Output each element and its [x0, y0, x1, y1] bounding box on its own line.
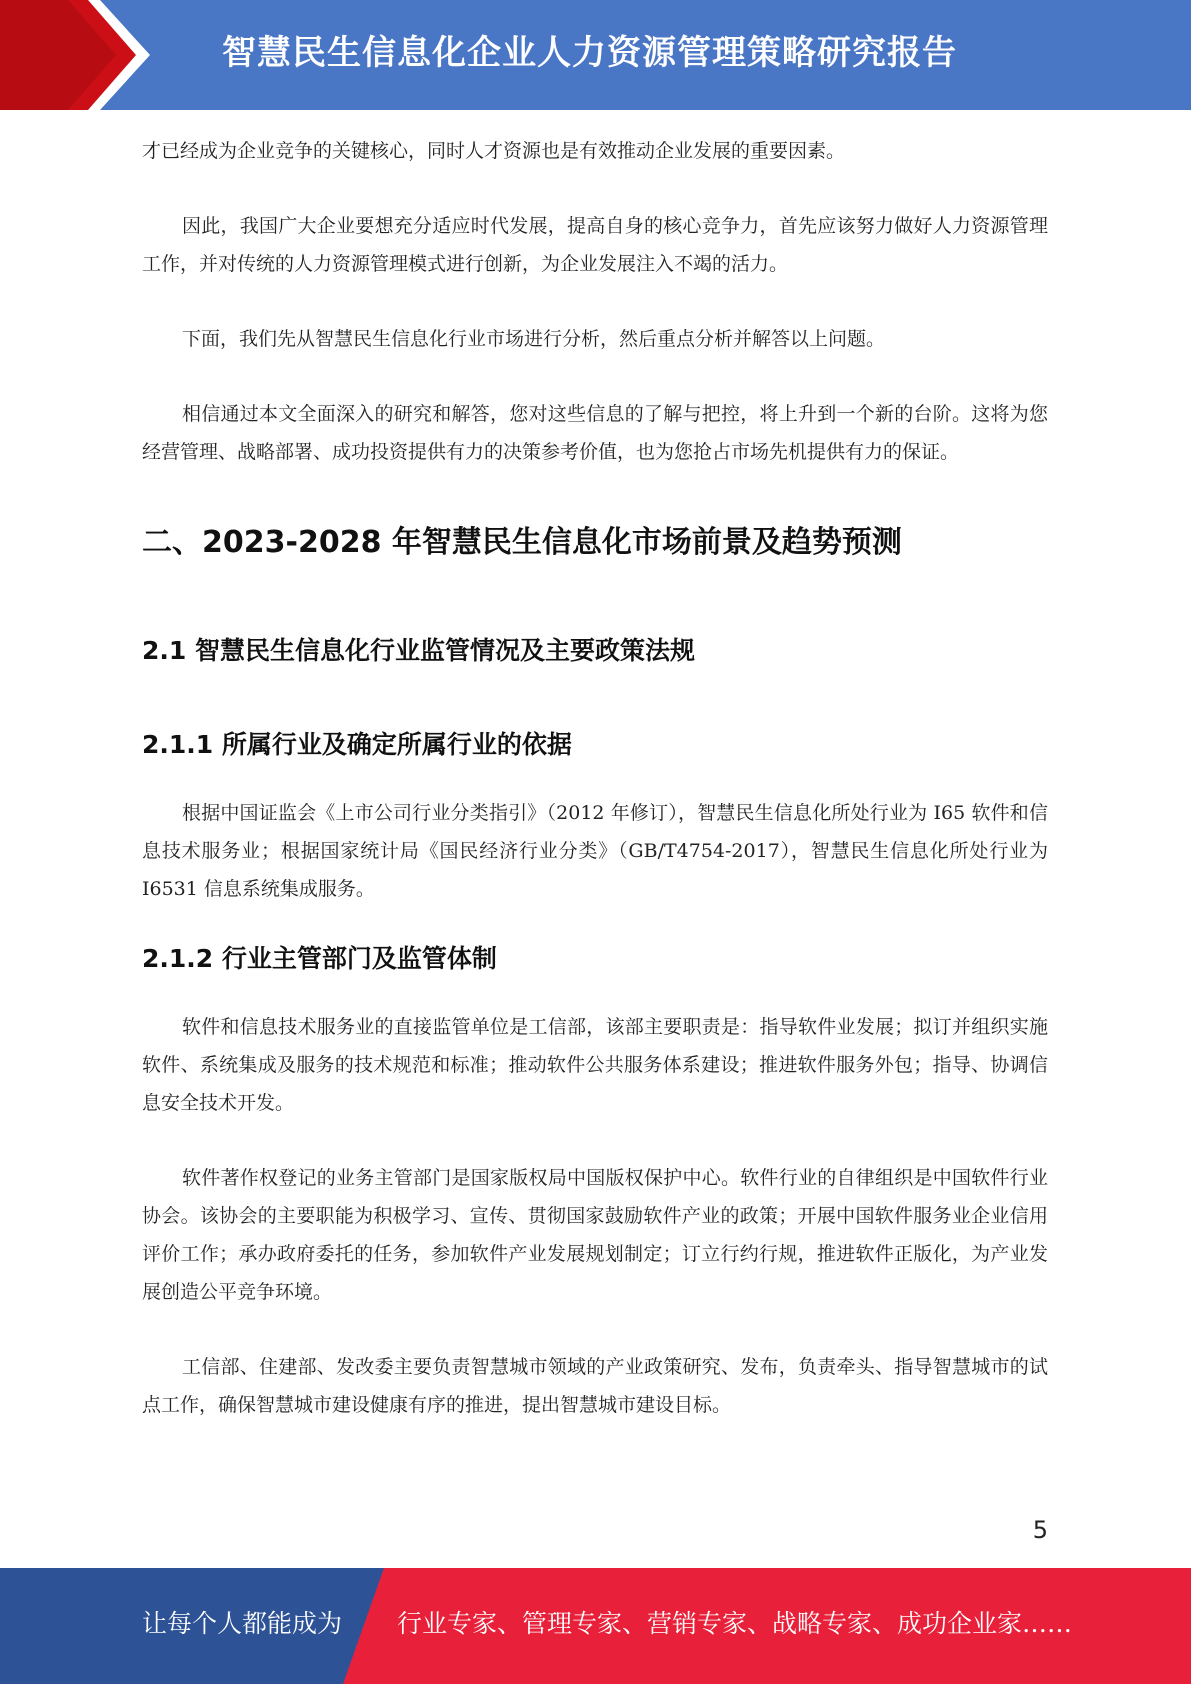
- paragraph: 软件著作权登记的业务主管部门是国家版权局中国版权保护中心。软件行业的自律组织是中国软件行业协会。该协会的主要职能为积极学习、宣传、贯彻国家鼓励软件产业的政策；开展中国软件服务业企业信用评价工作；承办政府委托的任务，参加软件产业发展规划制定；订立行约行规，推进软件正版化，为产业发展创造公平竞争环境。: [142, 1167, 1048, 1303]
- subsection-heading: 2.1.1 所属行业及确定所属行业的依据: [142, 730, 572, 759]
- header-banner: [0, 0, 1191, 110]
- paragraph: 工信部、住建部、发改委主要负责智慧城市领域的产业政策研究、发布，负责牵头、指导智慧城市的试点工作，确保智慧城市建设健康有序的推进，提出智慧城市建设目标。: [142, 1356, 1048, 1416]
- subsection-heading: 2.1.2 行业主管部门及监管体制: [142, 944, 497, 973]
- paragraph: 下面，我们先从智慧民生信息化行业市场进行分析，然后重点分析并解答以上问题。: [182, 328, 886, 350]
- subsection-heading: 2.1 智慧民生信息化行业监管情况及主要政策法规: [142, 636, 695, 665]
- footer-slogan-left: 让每个人都能成为: [142, 1609, 343, 1638]
- footer-banner: [0, 1568, 1191, 1684]
- footer-slogan-right: 行业专家、管理专家、营销专家、战略专家、成功企业家……: [397, 1609, 1073, 1638]
- paragraph: 才已经成为企业竞争的关键核心，同时人才资源也是有效推动企业发展的重要因素。: [142, 140, 846, 162]
- paragraph: 软件和信息技术服务业的直接监管单位是工信部，该部主要职责是：指导软件业发展；拟订并组织实施软件、系统集成及服务的技术规范和标准；推动软件公共服务体系建设；推进软件服务外包；指导、协调信息安全技术开发。: [142, 1016, 1048, 1114]
- paragraph: 相信通过本文全面深入的研究和解答，您对这些信息的了解与把控，将上升到一个新的台阶。这将为您经营管理、战略部署、成功投资提供有力的决策参考价值，也为您抢占市场先机提供有力的保证。: [142, 403, 1048, 463]
- page-number: 5: [1032, 1516, 1048, 1544]
- paragraph: 根据中国证监会《上市公司行业分类指引》（2012 年修订），智慧民生信息化所处行业为 I65 软件和信息技术服务业；根据国家统计局《国民经济行业分类》（GB/T4754-2017），智慧民生信息化所处行业为 I6531 信息系统集成服务。: [142, 802, 1048, 900]
- section-heading: 二、2023-2028 年智慧民生信息化市场前景及趋势预测: [142, 525, 902, 560]
- paragraph: 因此，我国广大企业要想充分适应时代发展，提高自身的核心竞争力，首先应该努力做好人力资源管理工作，并对传统的人力资源管理模式进行创新，为企业发展注入不竭的活力。: [142, 215, 1048, 275]
- document-body: [142, 132, 1048, 1424]
- report-title: 智慧民生信息化企业人力资源管理策略研究报告: [222, 33, 957, 73]
